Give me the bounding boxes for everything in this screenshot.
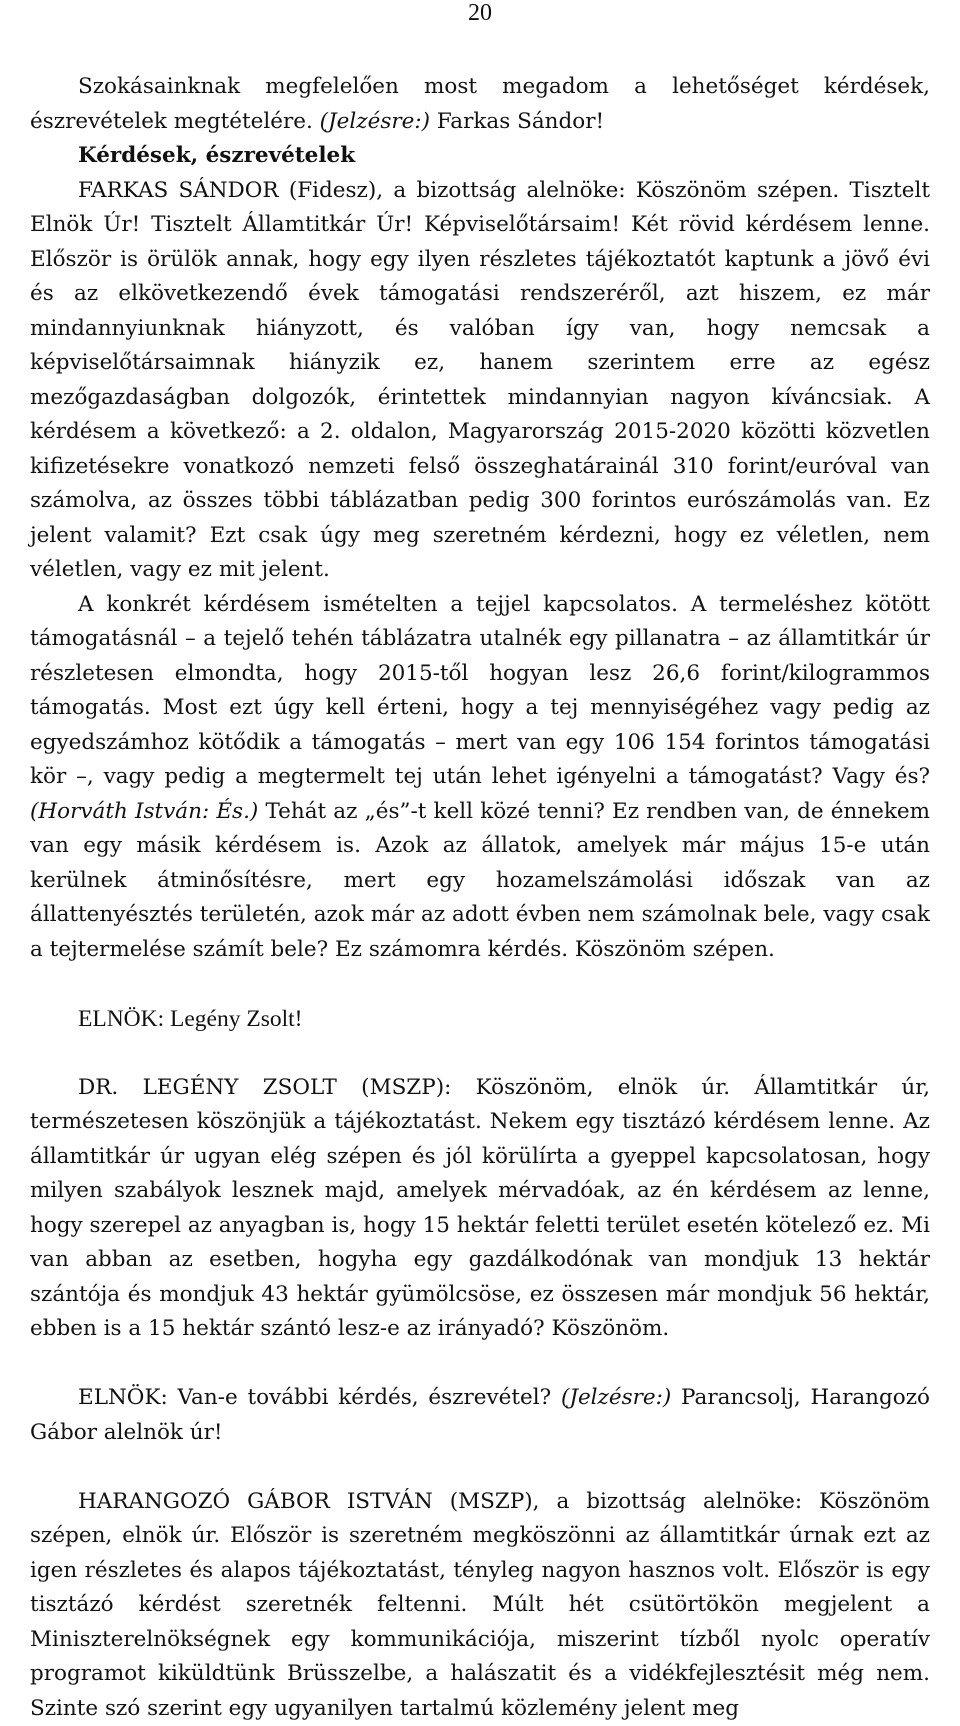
paragraph-harangozo-gabor: [30, 1485, 930, 1726]
text-run: Kérdések, észrevételek: [78, 143, 355, 168]
paragraph-chair-legeny: [30, 1002, 930, 1037]
text-run: Farkas Sándor!: [430, 109, 604, 134]
text-run: Szokásainknak megfelelően most megadom a lehetőséget kérdések, észrevételek megtételére.: [30, 74, 930, 134]
document-page: [30, 0, 930, 1677]
spacer: [30, 967, 930, 1002]
text-run: ELNÖK: Legény Zsolt!: [78, 1006, 303, 1032]
paragraph-legeny-zsolt: [30, 1071, 930, 1347]
text-run: ELNÖK: Van-e további kérdés, észrevétel?: [78, 1385, 561, 1410]
paragraph-farkas-sandor-milk: [30, 588, 930, 968]
spacer: [30, 1347, 930, 1382]
paragraph-chair-question: [30, 1381, 930, 1450]
italic-interjection: (Jelzésre:): [561, 1385, 671, 1410]
italic-interjection: (Horváth István: És.): [30, 799, 258, 824]
page-number: 20: [30, 0, 930, 26]
section-heading: [30, 139, 930, 174]
text-run: Parancsolj, Harangozó Gábor alelnök úr!: [30, 1385, 930, 1445]
text-run: A konkrét kérdésem ismételten a tejjel kapcsolatos. A termeléshez kötött támogatásnál – a tejelő tehén táblázatra utalnék egy pillanatra – az államtitkár úr részletesen elmondta, hogy 2015-től hogyan lesz 26,6 forint/kilogrammos támogatás. Most ezt úgy kell érteni, hogy a tej mennyiségéhez vagy pedig az egyedszámhoz kötődik a támogatás – mert van egy 106 154 forintos támogatási kör –, vagy pedig a megtermelt tej után lehet igényelni a támogatást? Vagy és?: [30, 592, 930, 790]
spacer: [30, 1450, 930, 1485]
text-run: HARANGOZÓ GÁBOR ISTVÁN (MSZP), a bizottság alelnöke: Köszönöm szépen, elnök úr. Először is szeretném megköszönni az államtitkár úrnak ezt az igen részletes és alapos tájékoztatást, tényleg nagyon hasznos volt. Először is egy tisztázó kérdést szeretnék feltenni. Múlt hét csütörtökön megjelent a Miniszterelnökségnek egy kommunikációja, miszerint tízből nyolc operatív programot kiküldtünk Brüsszelbe, a halászatit és a vidékfejlesztésit még nem. Szinte szó szerint egy ugyanilyen tartalmú közlemény jelent meg: [30, 1489, 930, 1721]
paragraph-farkas-sandor: [30, 174, 930, 588]
text-run: FARKAS SÁNDOR (Fidesz), a bizottság alelnöke: Köszönöm szépen. Tisztelt Elnök Úr! Tisztelt Államtitkár Úr! Képviselőtársaim! Két rövid kérdésem lenne. Először is örülök annak, hogy egy ilyen részletes tájékoztatót kaptunk a jövő évi és az elkövetkezendő évek támogatási rendszeréről, azt hiszem, ez már mindannyiunknak hiányzott, és valóban így van, hogy nemcsak a képviselőtársaimnak hiányzik ez, hanem szerintem erre az egész mezőgazdaságban dolgozók, érintettek mindannyian nagyon kíváncsiak. A kérdésem a következő: a 2. oldalon, Magyarország 2015-2020 közötti közvetlen kifizetésekre vonatkozó nemzeti felső összeghatárainál 310 forint/euróval van számolva, az összes többi táblázatban pedig 300 forintos eurószámolás van. Ez jelent valamit? Ezt csak úgy meg szeretném kérdezni, hogy ez véletlen, nem véletlen, vagy ez mit jelent.: [30, 178, 930, 583]
document-body: [30, 70, 930, 1726]
text-run: DR. LEGÉNY ZSOLT (MSZP): Köszönöm, elnök úr. Államtitkár úr, természetesen köszönjük a tájékoztatást. Nekem egy tisztázó kérdésem lenne. Az államtitkár úr ugyan elég szépen és jól körülírta a gyeppel kapcsolatosan, hogy milyen szabályok lesznek majd, amelyek mérvadóak, az én kérdésem az lenne, hogy szerepel az anyagban is, hogy 15 hektár feletti terület esetén kötelező ez. Mi van abban az esetben, hogyha egy gazdálkodónak van mondjuk 13 hektár szántója és mondjuk 43 hektár gyümölcsöse, ez összesen már mondjuk 56 hektár, ebben is a 15 hektár szántó lesz-e az irányadó? Köszönöm.: [30, 1075, 930, 1342]
spacer: [30, 1036, 930, 1071]
italic-interjection: (Jelzésre:): [320, 109, 430, 134]
paragraph-intro: [30, 70, 930, 139]
text-run: Tehát az „és”-t kell közé tenni? Ez rendben van, de énnekem van egy másik kérdésem is. Azok az állatok, amelyek már május 15-e után kerülnek átminősítésre, mert egy hozamelszámolási időszak van az állattenyésztés területén, azok már az adott évben nem számolnak bele, vagy csak a tejtermelése számít bele? Ez számomra kérdés. Köszönöm szépen.: [30, 799, 930, 962]
